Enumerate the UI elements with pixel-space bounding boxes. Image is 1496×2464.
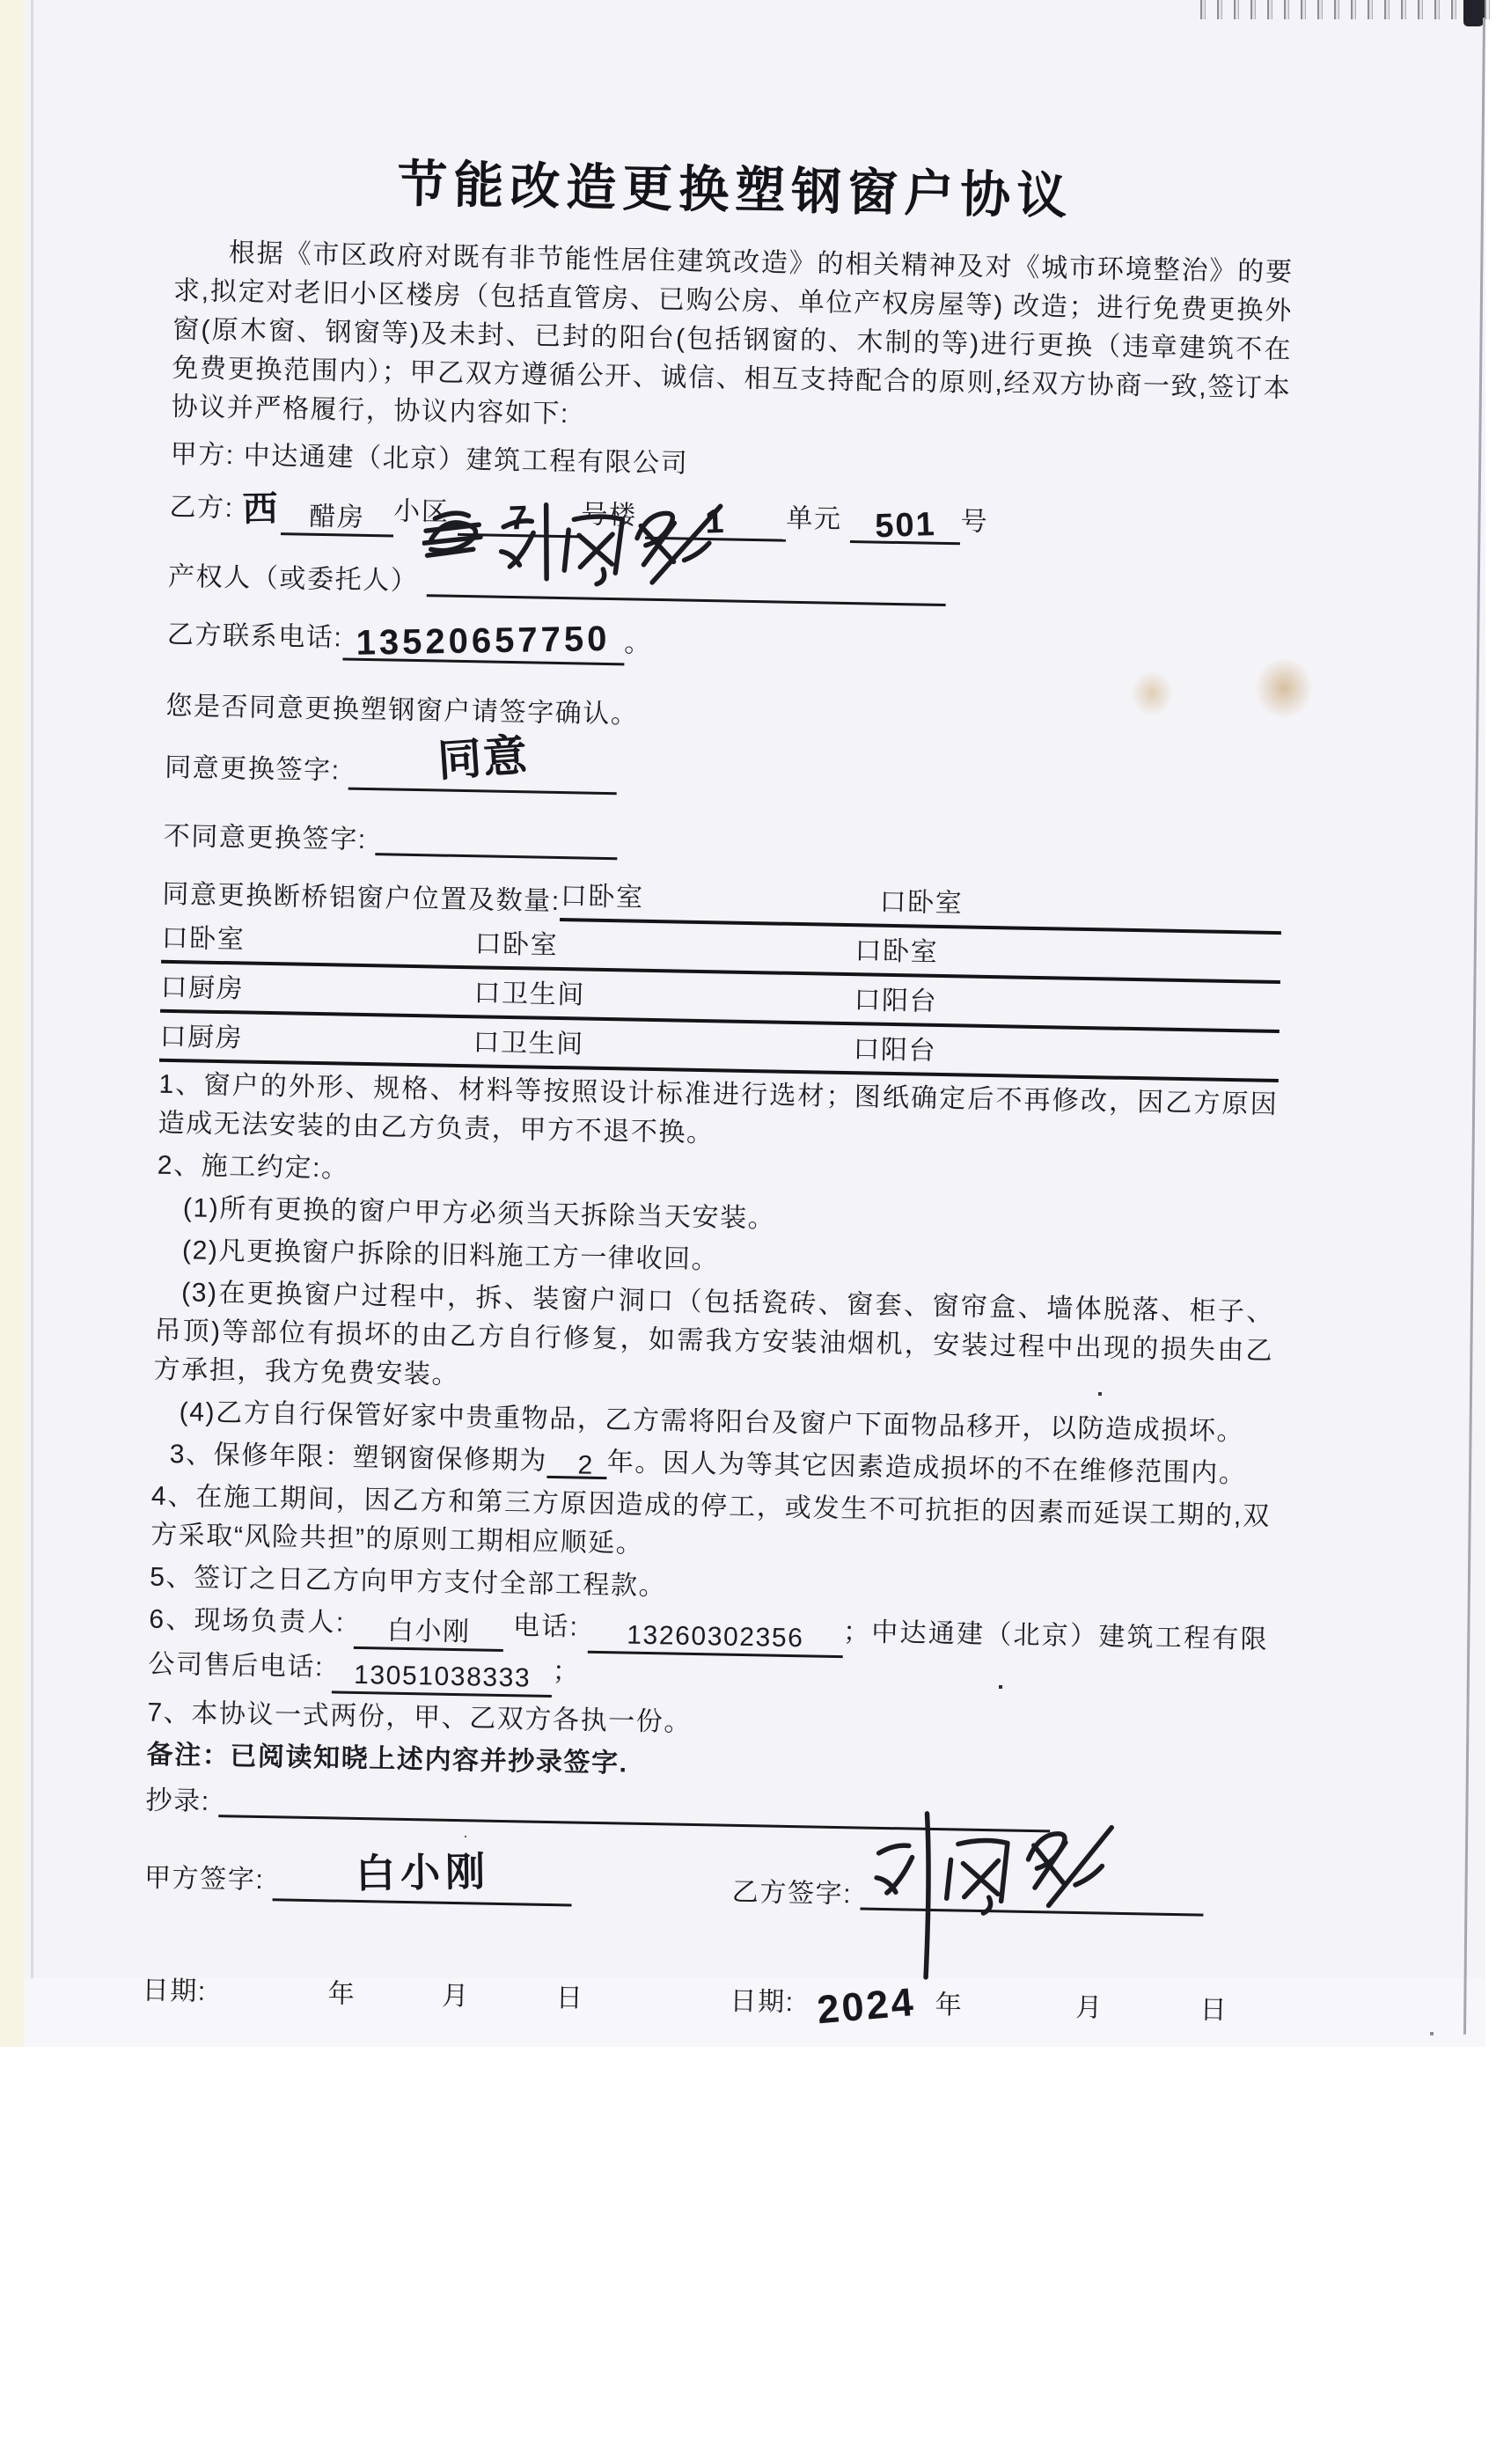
paper-left-edge-shadow (31, 0, 33, 2047)
term-3-post: 年。因人为等其它因素造成损坏的不在维修范围内。 (606, 1448, 1247, 1489)
warranty-years-blank (546, 1446, 607, 1479)
agree-line (164, 730, 1285, 808)
party-a-sign-label: 甲方签字: (143, 1863, 265, 1896)
scanner-edge-strip (0, 0, 24, 2047)
window-positions-table (159, 870, 1282, 1082)
disagree-line (163, 814, 1283, 876)
checkbox-bedroom: 口卧室 (879, 887, 964, 919)
estate-name-blank (281, 497, 394, 537)
term-4: 4、在施工期间，因乙方和第三方原因造成的停工，或发生不可抗拒的因素而延误工期的,双方采取“风险共担”的原则工期相应顺延。 (150, 1481, 1272, 1558)
party-a-label: 甲方: (170, 439, 236, 471)
positions-label: 同意更换断桥铝窗户位置及数量: (162, 879, 561, 917)
party-b-signature-block (731, 1870, 1204, 1921)
phone-blank (342, 622, 625, 665)
checkbox-balcony: 口阳台 (854, 986, 938, 1016)
checkbox-kitchen: 口厨房 (159, 1022, 244, 1053)
copy-label: 抄录: (145, 1786, 211, 1816)
year-label: 年 (327, 1979, 356, 2009)
estate-suffix: 小区 (392, 496, 450, 527)
month-label: 月 (441, 1981, 471, 2012)
term-6-mid: ；中达通建（北京）建筑工程有限公司售后电话: (148, 1617, 1269, 1683)
building-no-blank (458, 498, 582, 539)
party-a-signature-block (143, 1849, 733, 1912)
aftersales-phone-blank (332, 1655, 553, 1698)
phone-label: 乙方联系电话: (166, 620, 343, 653)
owner-signature-blank (427, 559, 947, 606)
scan-specks (24, 0, 26, 2)
owner-label: 产权人（或委托人） (167, 561, 419, 597)
checkbox-bedroom: 口卧室 (560, 882, 644, 913)
intro-paragraph: 根据《市区政府对既有非节能性居住建筑改造》的相关精神及对《城市环境整治》的要求,拟定对老旧小区楼房（包括直管房、已购公房、单位产权房屋等) 改造；进行免费更换外窗(原木窗、钢窗等)及未封、已封的阳台(包括钢窗的、木制的等)进行更换（违章建筑不在免费更换范围内）；甲乙双方遵循公开、诚信、相互支持配合的原则,经双方协商一致,签订本协议并严格履行，协议内容如下: (171, 238, 1294, 429)
term-2-3: (3)在更换窗户过程中，拆、装窗户洞口（包括瓷砖、窗套、窗帘盒、墙体脱落、柜子、吊顶)等部位有损坏的由乙方自行修复，如需我方安装油烟机，安装过程中出现的损失由乙方承担，我方免费安装。 (153, 1278, 1275, 1390)
party-b-signature-blank (861, 1872, 1205, 1916)
term-2-2: (2)凡更换窗户拆除的旧料施工方一律收回。 (181, 1236, 720, 1275)
room-label: 号 (960, 507, 989, 537)
checkbox-bedroom: 口卧室 (474, 929, 559, 961)
party-b-sign-label: 乙方签字: (731, 1877, 853, 1910)
site-manager-phone: 13260302356 (627, 1620, 804, 1654)
handwritten-district: 西 (242, 489, 280, 530)
term-2-1: (1)所有更换的窗户甲方必须当天拆除当天安装。 (182, 1193, 776, 1234)
party-b-label: 乙方: (169, 492, 234, 524)
term-6-phone-label: 电话: (512, 1611, 579, 1642)
handwritten-building-no: 7 (508, 499, 531, 538)
year-label: 年 (935, 1991, 964, 2020)
day-label: 日 (555, 1984, 584, 2013)
aftersales-phone: 13051038333 (353, 1660, 532, 1693)
phone-line (166, 616, 1287, 678)
day-label: 日 (1199, 1995, 1228, 2026)
handwritten-unit-no: 1 (705, 502, 727, 541)
note-line: 备注：已阅读知晓上述内容并抄录签字. (146, 1740, 628, 1778)
term-1: 1、窗户的外形、规格、材料等按照设计标准进行选材；图纸确定后不再修改，因乙方原因造成无法安装的由乙方负责，甲方不退不换。 (158, 1069, 1279, 1148)
building-label: 号楼 (580, 500, 637, 531)
scan-noise-blob (1463, 0, 1485, 26)
unit-label: 单元 (786, 503, 842, 534)
room-no-blank (850, 505, 961, 545)
handwritten-room-no: 501 (874, 505, 937, 546)
term-5: 5、签订之日乙方向甲方支付全部工程款。 (149, 1562, 667, 1602)
confirm-prompt (165, 687, 1286, 746)
term-6-tail: ； (552, 1657, 581, 1687)
term-6 (148, 1601, 1269, 1711)
site-manager-phone-blank (588, 1616, 844, 1658)
agree-label: 同意更换签字: (164, 752, 341, 786)
confirm-prompt-text: 您是否同意更换塑钢窗户请签字确认。 (165, 691, 639, 730)
checkbox-bedroom: 口卧室 (854, 936, 939, 967)
document-title: 节能改造更换塑钢窗户协议 (396, 156, 1074, 225)
term-6-label: 6、现场负责人: (149, 1604, 346, 1638)
term-2: 2、施工约定:。 (157, 1150, 349, 1184)
disagree-signature-blank (375, 818, 618, 860)
handwritten-agree: 同意 (436, 730, 531, 786)
unit-no-blank (645, 502, 787, 542)
site-manager-name: 白小刚 (386, 1616, 471, 1647)
term-2-4: (4)乙方自行保管好家中贵重物品，乙方需将阳台及窗户下面物品移开，以防造成损坏。 (179, 1397, 1245, 1447)
estate-name: 醋房 (309, 502, 365, 532)
party-a-signature-blank (273, 1849, 573, 1906)
handwritten-party-a-signature: 白小刚 (355, 1849, 491, 1896)
checkbox-bathroom: 口卫生间 (473, 979, 586, 1010)
term-3-pre: 3、保修年限：塑钢窗保修期为 (169, 1440, 548, 1476)
date-label: 日期: (142, 1976, 208, 2006)
scan-noise-top (1194, 0, 1496, 19)
term-7: 7、本协议一式两份，甲、乙双方各执一份。 (147, 1698, 693, 1737)
checkbox-balcony: 口阳台 (853, 1035, 937, 1066)
paper-right-edge (1463, 18, 1485, 2035)
disagree-label: 不同意更换签字: (163, 821, 368, 855)
phone-period: 。 (624, 628, 653, 658)
party-a-line (170, 436, 1290, 495)
checkbox-kitchen: 口厨房 (160, 972, 245, 1004)
checkbox-bathroom: 口卫生间 (473, 1028, 585, 1060)
handwritten-year-2024: 2024 (815, 1978, 918, 2033)
party-b-line (169, 488, 1289, 554)
date-label: 日期: (730, 1986, 795, 2018)
warranty-years: 2 (577, 1450, 595, 1480)
agreement-document (142, 149, 1295, 2033)
party-a-value: 中达通建（北京）建筑工程有限公司 (243, 441, 689, 479)
agree-signature-blank (348, 730, 618, 796)
signature-row (143, 1849, 1265, 1922)
month-label: 月 (1074, 1992, 1104, 2023)
owner-line (168, 554, 1288, 617)
checkbox-bedroom: 口卧室 (161, 923, 246, 955)
handwritten-phone: 13520657750 (356, 620, 611, 663)
site-manager-blank (354, 1611, 504, 1652)
